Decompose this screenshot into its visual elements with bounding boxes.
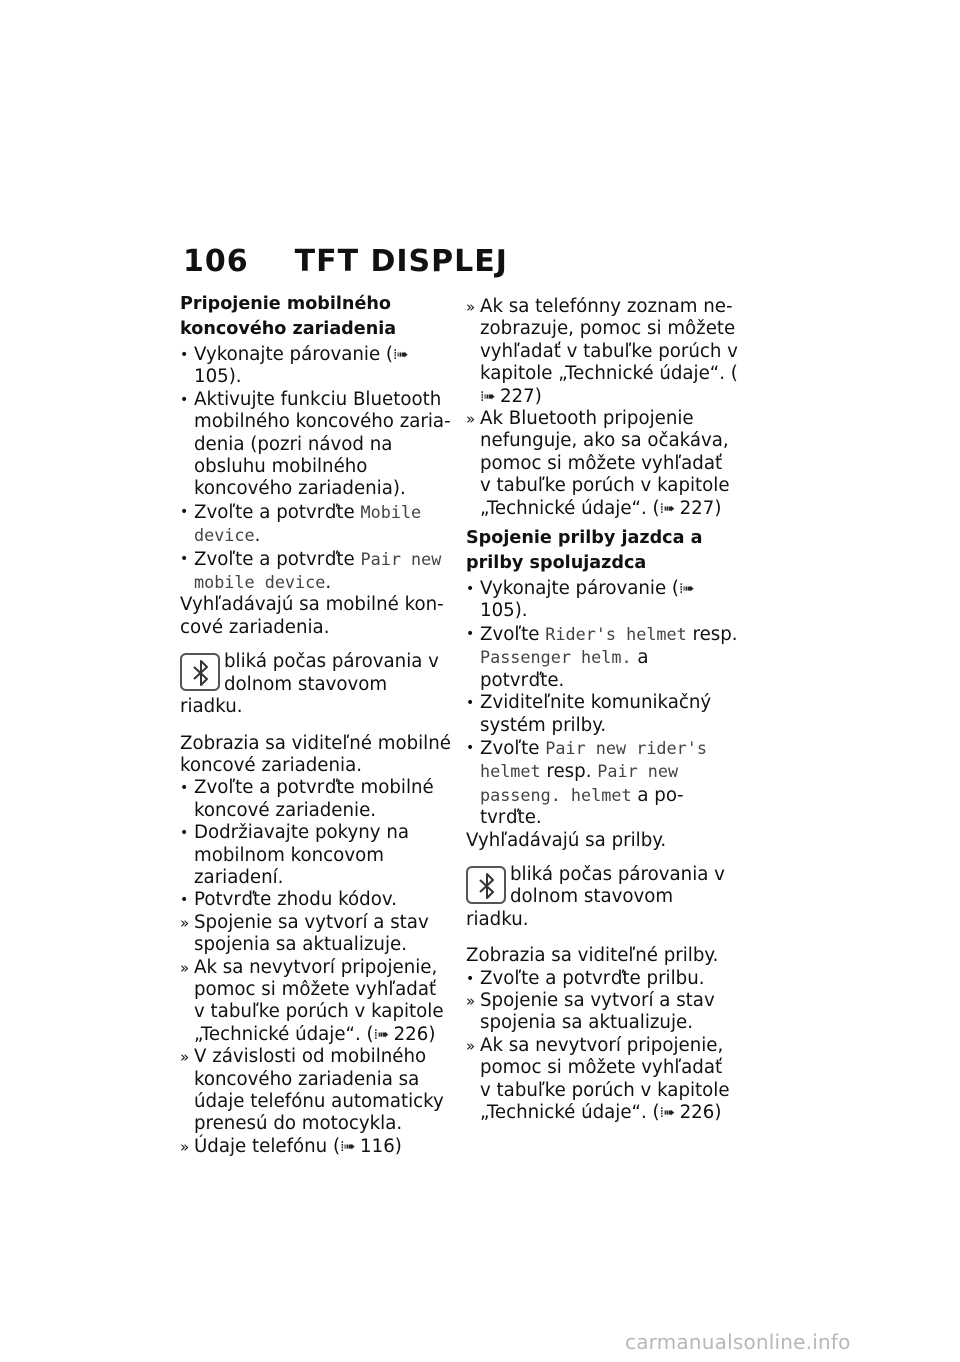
item-text: Zvoľte a potvrďte prilbu. xyxy=(480,967,705,989)
page-reference[interactable]: 226) xyxy=(679,1102,722,1123)
list-item xyxy=(180,344,452,389)
chapter-title: TFT DISPLEJ xyxy=(294,244,508,279)
bullet-marker: • xyxy=(466,625,475,642)
section-heading-helmets: Spojenie prilby jazdca a prilby spolujazdca xyxy=(466,528,703,574)
page-reference[interactable]: 105). xyxy=(480,600,528,622)
list-item xyxy=(180,912,452,957)
page-reference[interactable]: 227) xyxy=(499,385,542,407)
item-text: Zvoľte xyxy=(480,737,546,759)
result-marker: » xyxy=(466,991,476,1010)
list-item xyxy=(466,623,738,692)
item-text: Vykonajte párovanie ( xyxy=(194,344,394,365)
result-marker: » xyxy=(466,298,476,316)
list-item xyxy=(466,1035,738,1125)
page-reference-arrow-icon: ⁞➠ xyxy=(373,1026,388,1043)
result-marker: » xyxy=(180,913,190,932)
page-reference-arrow-icon: ⁞➠ xyxy=(393,347,408,363)
menu-option-code: Pair new rider's helmet xyxy=(480,737,707,782)
left-column xyxy=(180,292,452,1158)
bluetooth-glyph xyxy=(477,872,497,900)
section-heading-mobile: Pripojenie mobilného koncového zariadenia xyxy=(180,294,397,339)
bullet-marker: • xyxy=(466,581,475,598)
result-marker: » xyxy=(466,1036,476,1055)
item-text: Zvoľte a potvrďte xyxy=(194,501,361,523)
list-item xyxy=(180,889,452,911)
list-item xyxy=(180,1046,452,1136)
item-text: Údaje telefónu ( xyxy=(194,1135,341,1157)
list-item xyxy=(180,389,452,501)
page-reference[interactable]: 227) xyxy=(679,497,722,519)
list-item xyxy=(180,777,452,822)
bullet-marker: • xyxy=(180,780,189,797)
page-header xyxy=(183,244,508,279)
list-item xyxy=(466,990,738,1035)
page-reference-arrow-icon: ⁞➠ xyxy=(659,500,674,517)
item-text: resp. xyxy=(540,761,598,783)
item-text: Zvoľte a potvrďte xyxy=(194,548,361,570)
result-marker: » xyxy=(180,1048,190,1067)
page-reference[interactable]: 116) xyxy=(360,1135,402,1157)
bluetooth-glyph xyxy=(191,659,211,687)
right-column xyxy=(466,296,738,1124)
status-text: Vyhľadávajú sa prilby. xyxy=(466,829,667,851)
item-text: Ak sa nevytvorí pripojenie, pomoc si môžete vyhľadať v tabuľke porúch v kapitole „Technické údaje“. ( xyxy=(480,1034,730,1123)
item-text: a potvrďte. xyxy=(480,784,684,829)
page-number: 106 xyxy=(183,244,249,279)
page-reference[interactable]: 105). xyxy=(194,366,242,388)
item-text: Ak Bluetooth pripojenie nefunguje, ako sa očakáva, pomoc si môžete vyhľadať v tabuľke porúch v kapitole „Technické údaje“. ( xyxy=(480,408,730,519)
list-item xyxy=(466,737,738,830)
item-text: Aktivujte funkciu Bluetooth mobilného koncového zariadenia (pozri návod na obsluhu mobilného koncového zariadenia). xyxy=(194,388,451,500)
item-text: Potvrďte zhodu kódov. xyxy=(194,889,397,911)
menu-option-code: Pair new passeng. helmet xyxy=(480,761,679,805)
list-item xyxy=(466,408,738,520)
bullet-marker: • xyxy=(180,347,189,363)
list-item xyxy=(180,1136,452,1158)
bullet-marker: • xyxy=(180,503,189,520)
result-marker: » xyxy=(466,410,476,429)
menu-option-code: Pair new mobile device xyxy=(194,548,442,593)
menu-option-code: Passenger helm. xyxy=(480,647,632,668)
list-item xyxy=(466,968,738,990)
item-text: Zvoľte a potvrďte mobilné koncové zariadenie. xyxy=(194,777,434,821)
bluetooth-status-row xyxy=(180,651,452,718)
bullet-marker: • xyxy=(180,550,189,567)
bullet-marker: • xyxy=(180,825,189,842)
result-marker: » xyxy=(180,1137,190,1156)
item-text: Spojenie sa vytvorí a stav spojenia sa aktualizuje. xyxy=(194,911,429,956)
item-text: Zvoľte xyxy=(480,623,546,645)
menu-option-code: Rider's helmet xyxy=(545,623,687,644)
status-text: Zobrazia sa viditeľné mobilné koncové zariadenia. xyxy=(180,732,451,776)
item-text: V závislosti od mobilného koncového zariadenia sa údaje telefónu automaticky prenesú do motocykla. xyxy=(194,1046,444,1135)
item-text: Spojenie sa vytvorí a stav spojenia sa aktualizuje. xyxy=(480,989,715,1034)
item-text: Vykonajte párovanie ( xyxy=(480,578,680,600)
page-reference-arrow-icon: ⁞➠ xyxy=(480,388,495,405)
bullet-marker: • xyxy=(180,892,189,909)
list-item xyxy=(180,822,452,889)
menu-option-code: Mobile device xyxy=(194,501,422,546)
item-text: Ak sa nevytvorí pripojenie, pomoc si môžete vyhľadať v tabuľke porúch v kapitole „Technické údaje“. ( xyxy=(194,956,444,1045)
page-reference-arrow-icon: ⁞➠ xyxy=(340,1138,355,1155)
list-item xyxy=(180,501,452,548)
page-reference-arrow-icon: ⁞➠ xyxy=(659,1105,674,1121)
item-text: resp. xyxy=(686,623,738,645)
item-text: . xyxy=(325,572,332,594)
bluetooth-status-row xyxy=(466,864,738,931)
status-text: Vyhľadávajú sa mobilné koncové zariadenia. xyxy=(180,594,444,638)
list-item xyxy=(466,296,738,408)
list-item xyxy=(466,578,738,623)
item-text: Ak sa telefónny zoznam nezobrazuje, pomoc si môžete vyhľadať v tabuľke porúch v kapitole „Technické údaje“. ( xyxy=(480,296,738,385)
list-item xyxy=(466,692,738,737)
bluetooth-icon xyxy=(180,653,220,691)
bluetooth-status-text: bliká počas párovania v dolnom stavovom riadku. xyxy=(180,651,439,718)
bullet-marker: • xyxy=(466,695,475,712)
status-text: Zobrazia sa viditeľné prilby. xyxy=(466,945,719,967)
bluetooth-icon xyxy=(466,866,506,904)
list-item xyxy=(180,957,452,1047)
watermark: carmanualsonline.info xyxy=(625,1330,851,1354)
bullet-marker: • xyxy=(466,739,475,756)
item-text: Dodržiavajte pokyny na mobilnom koncovom zariadení. xyxy=(194,822,410,888)
list-item xyxy=(180,548,452,595)
item-text: a potvrďte. xyxy=(480,647,649,691)
bullet-marker: • xyxy=(180,391,189,408)
item-text: Zviditeľnite komunikačný systém prilby. xyxy=(480,692,712,736)
result-marker: » xyxy=(180,958,190,977)
bullet-marker: • xyxy=(466,970,475,987)
page-reference-arrow-icon: ⁞➠ xyxy=(679,581,694,598)
page-reference[interactable]: 226) xyxy=(393,1023,436,1045)
bluetooth-status-text: bliká počas párovania v dolnom stavovom riadku. xyxy=(466,863,725,930)
item-text: . xyxy=(254,525,261,547)
